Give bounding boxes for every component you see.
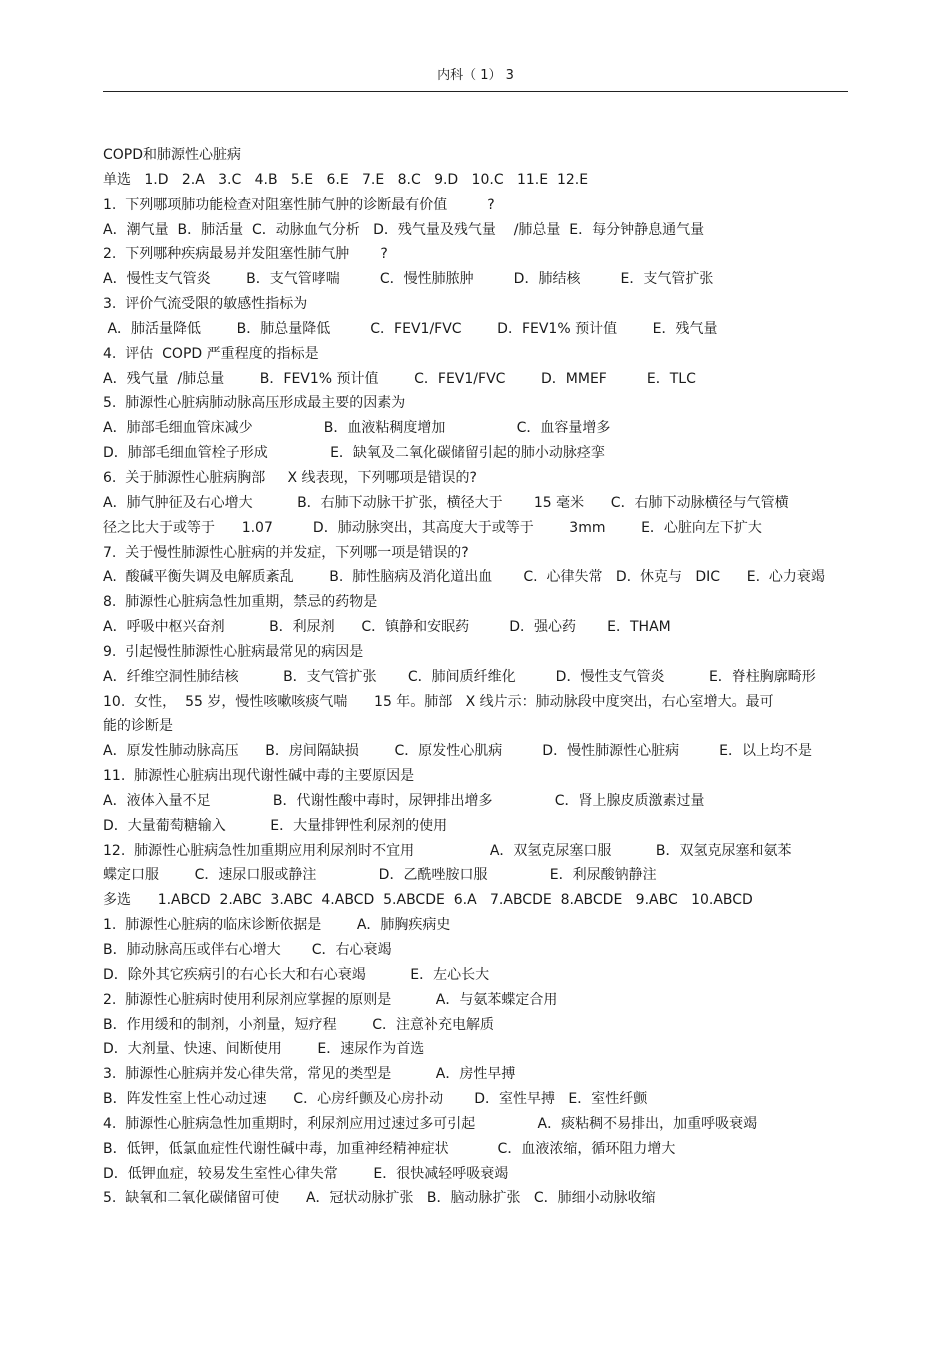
page-header: 内科（ 1） 3 (437, 68, 514, 83)
text-line: A．肺部毛细血管床减少 B．血液粘稠度增加 C．血容量增多 (103, 420, 611, 437)
text-line: 1. 肺源性心脏病的临床诊断依据是 A．肺胸疾病史 (103, 917, 451, 934)
text-line: D．除外其它疾病引的右心长大和右心衰竭 E．左心长大 (103, 966, 490, 983)
text-line: A．残气量 /肺总量 B．FEV1% 预计值 C．FEV1/FVC D．MMEF E．TLC (103, 370, 696, 387)
text-line: 6. 关于肺源性心脏病胸部 X 线表现，下列哪项是错误的? (103, 469, 477, 486)
text-line: 蝶定口服 C．速尿口服或静注 D．乙酰唑胺口服 E．利尿酸钠静注 (103, 867, 657, 884)
text-line: A．呼吸中枢兴奋剂 B．利尿剂 C．镇静和安眠药 D．强心药 E．THAM (103, 619, 671, 636)
text-line: 10. 女性， 55 岁，慢性咳嗽咳痰气喘 15 年。肺部 X 线片示：肺动脉段中度突出，右心室增大。最可 (103, 693, 774, 710)
text-line: 4. 评估 COPD 严重程度的指标是 (103, 345, 319, 362)
text-line: A．肺活量降低 B．肺总量降低 C．FEV1/FVC D．FEV1% 预计值 E．残气量 (103, 320, 718, 337)
text-line: A．肺气肿征及右心增大 B．右肺下动脉干扩张，横径大于 15 毫米 C．右肺下动脉横径与气管横 (103, 494, 789, 511)
text-line: 能的诊断是 (103, 718, 173, 735)
text-line: A．纤维空洞性肺结核 B．支气管扩张 C．肺间质纤维化 D．慢性支气管炎 E．脊柱胸廓畸形 (103, 668, 816, 685)
text-line: D．肺部毛细血管栓子形成 E．缺氧及二氧化碳储留引起的肺小动脉痉挛 (103, 445, 605, 462)
text-line: 5. 肺源性心脏病肺动脉高压形成最主要的因素为 (103, 395, 406, 412)
text-line: 4. 肺源性心脏病急性加重期时，利尿剂应用过速过多可引起 A．痰粘稠不易排出，加重呼吸衰竭 (103, 1115, 758, 1132)
text-line: B．低钾，低氯血症性代谢性碱中毒，加重神经精神症状 C．血液浓缩，循环阻力增大 (103, 1140, 676, 1157)
text-line: B．阵发性室上性心动过速 C．心房纤颤及心房扑动 D．室性早搏 E．室性纤颤 (103, 1091, 648, 1108)
text-line: D．大剂量、快速、间断使用 E．速尿作为首选 (103, 1041, 425, 1058)
text-line: A．慢性支气管炎 B．支气管哮喘 C．慢性肺脓肿 D．肺结核 E．支气管扩张 (103, 271, 714, 288)
text-line: 径之比大于或等于 1.07 D．肺动脉突出，其高度大于或等于 3mm E．心脏向左下扩大 (103, 519, 762, 536)
text-line: 12. 肺源性心脏病急性加重期应用利尿剂时不宜用 A．双氢克尿塞口服 B．双氢克尿塞和氨苯 (103, 842, 792, 859)
text-line: A．原发性肺动脉高压 B．房间隔缺损 C．原发性心肌病 D．慢性肺源性心脏病 E．以上均不是 (103, 743, 812, 760)
text-line: COPD和肺源性心脏病 (103, 147, 242, 163)
text-line: B．肺动脉高压或伴右心增大 C．右心衰竭 (103, 942, 392, 958)
text-line: A. 酸碱平衡失调及电解质紊乱 B. 肺性脑病及消化道出血 C. 心律失常 D. 休克与 DIC E. 心力衰竭 (103, 569, 825, 586)
text-line: A．液体入量不足 B．代谢性酸中毒时，尿钾排出增多 C．肾上腺皮质激素过量 (103, 792, 705, 809)
text-line: 2. 下列哪种疾病最易并发阻塞性肺气肿 ? (103, 246, 388, 263)
text-line: 7. 关于慢性肺源性心脏病的并发症，下列哪一项是错误的? (103, 544, 469, 561)
text-line: 单选 1.D 2.A 3.C 4.B 5.E 6.E 7.E 8.C 9.D 10.C 11.E 12.E (103, 171, 589, 188)
text-line: D．大量葡萄糖输入 E．大量排钾性利尿剂的使用 (103, 817, 448, 834)
text-line: 多选 1.ABCD 2.ABC 3.ABC 4.ABCD 5.ABCDE 6.A 7.ABCDE 8.ABCDE 9.ABC 10.ABCD (103, 892, 753, 909)
text-line: B．作用缓和的制剂，小剂量，短疗程 C．注意补充电解质 (103, 1016, 494, 1033)
text-line: A．潮气量 B．肺活量 C．动脉血气分析 D．残气量及残气量 /肺总量 E．每分钟静息通气量 (103, 221, 705, 238)
text-line: 8. 肺源性心脏病急性加重期，禁忌的药物是 (103, 594, 378, 611)
text-line: D．低钾血症，较易发生室性心律失常 E．很快减轻呼吸衰竭 (103, 1165, 509, 1182)
text-line: 2. 肺源性心脏病时使用利尿剂应掌握的原则是 A．与氨苯蝶定合用 (103, 991, 558, 1008)
text-line: 3. 评价气流受限的敏感性指标为 (103, 296, 308, 313)
text-line: 9. 引起慢性肺源性心脏病最常见的病因是 (103, 643, 364, 660)
text-line: 1. 下列哪项肺功能检查对阻塞性肺气肿的诊断最有价值 ? (103, 196, 495, 213)
document-body (103, 143, 848, 1211)
text-line: 3. 肺源性心脏病并发心律失常，常见的类型是 A．房性早搏 (103, 1066, 516, 1083)
text-line: 5. 缺氧和二氧化碳储留可使 A．冠状动脉扩张 B．脑动脉扩张 C．肺细小动脉收缩 (103, 1190, 656, 1207)
text-line: 11. 肺源性心脏病出现代谢性碱中毒的主要原因是 (103, 768, 415, 785)
header-divider (103, 91, 848, 92)
